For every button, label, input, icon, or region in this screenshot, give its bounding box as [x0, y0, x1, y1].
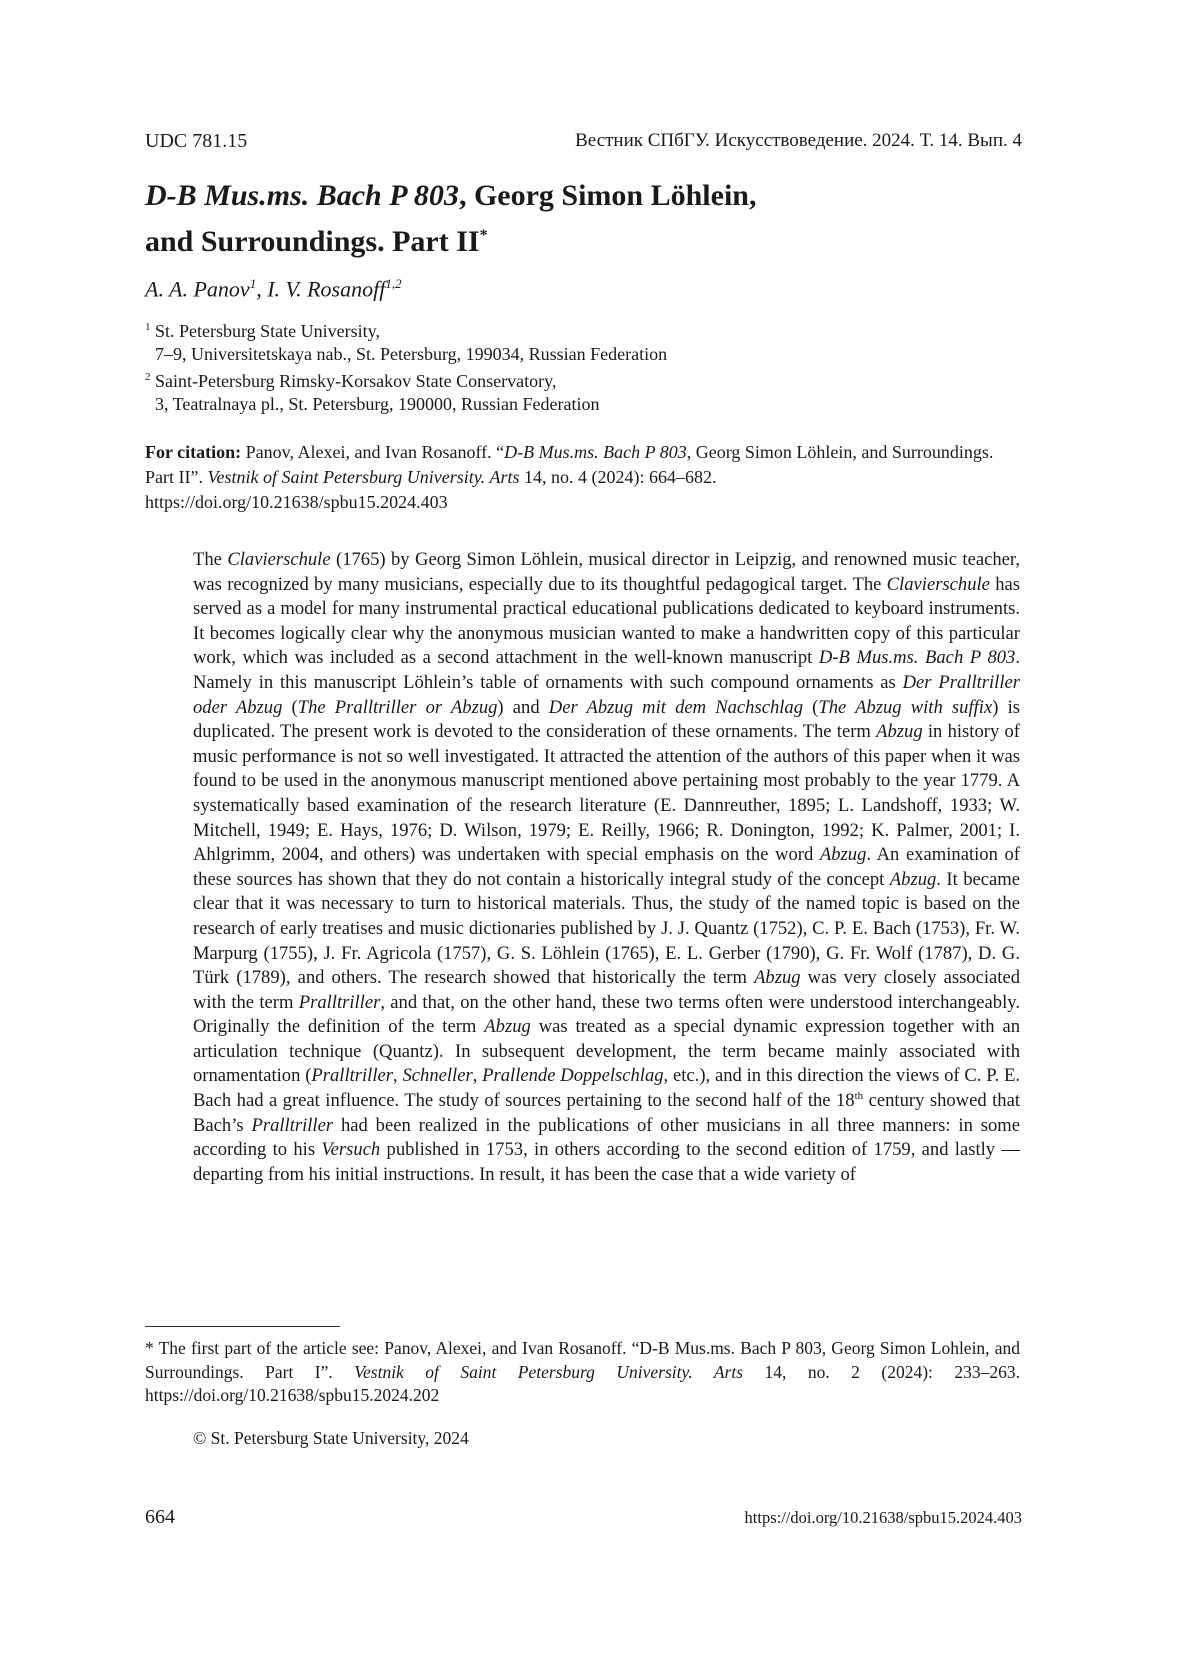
author-2: I. V. Rosanoff — [267, 276, 386, 302]
abstract-text: The — [193, 549, 228, 570]
footer-doi[interactable]: https://doi.org/10.21638/spbu15.2024.403 — [744, 1508, 1022, 1527]
abstract-text: was treated as a special dynamic expression together with an articulation technique (Quantz). In subsequent development, the term became mainly associated with ornamentation ( — [193, 1016, 1021, 1087]
abstract-text: , — [393, 1065, 403, 1087]
abstract-italic: Pralltriller — [251, 1114, 334, 1136]
abstract-italic: The Pralltriller or Abzug — [297, 696, 498, 718]
abstract-text: ( — [803, 696, 819, 718]
abstract-text: . An examination of these sources has shown that they do not contain a historically integral study of the concept — [193, 844, 1021, 890]
affiliation-num: 1 — [145, 321, 151, 333]
abstract-text: century showed that Bach’s — [193, 1090, 1020, 1136]
citation-text: 14, no. 4 (2024): 664–682. — [519, 467, 717, 487]
abstract — [193, 548, 1020, 1187]
footnote-divider — [145, 1326, 340, 1327]
affiliations — [145, 316, 667, 416]
abstract-text: was very closely associated with the term — [193, 967, 1021, 1013]
affiliation-1-address: 7–9, Universitetskaya nab., St. Petersburg, 199034, Russian Federation — [155, 344, 668, 364]
citation-text: , Georg Simon Löhlein, and Surroundings. Part II”. — [145, 442, 994, 487]
abstract-text: , — [472, 1065, 483, 1087]
journal-header: Вестник СПбГУ. Искусствоведение. 2024. Т. 14. Вып. 4 — [575, 130, 1022, 151]
footnote-text: The first part of the article see: Panov, Alexei, and Ivan Rosanoff. “D-B Mus.ms. Bach P 803, Georg Simon Lohlein, and Surroundings. Part I”. — [145, 1338, 1020, 1382]
abstract-italic: Der Pralltriller oder Abzug — [193, 671, 1020, 718]
author-separator: , — [256, 276, 268, 302]
affiliation-num: 2 — [145, 371, 151, 383]
article-title — [145, 176, 1045, 262]
affiliation-line1: Saint-Petersburg Rimsky-Korsakov State Conservatory, — [155, 371, 557, 391]
author-1-affil: 1 — [249, 276, 257, 291]
citation-journal: Vestnik of Saint Petersburg University. Arts — [207, 467, 520, 487]
title-line1-rest: , Georg Simon Löhlein, — [458, 179, 757, 212]
page-number: 664 — [145, 1506, 175, 1528]
footnote-journal: Vestnik of Saint Petersburg University. Arts — [354, 1361, 744, 1382]
abstract-text: . It became clear that it was necessary to turn to historical materials. Thus, the study of the named topic is based on the research of early treatises and music dictionaries published by J. J. Quantz (1752), C. P. E. Bach (1753), Fr. W. Marpurg (1755), J. Fr. Agricola (1757), G. S. Löhlein (1765), E. L. Gerber (1790), G. Fr. Wolf (1787), D. G. Türk (1789), and others. The research showed that historically the term — [193, 868, 1020, 989]
abstract-text: ) and — [497, 696, 549, 718]
abstract-text: , and that, on the other hand, these two terms often were understood interchangeably. Originally the definition of the term — [193, 991, 1020, 1038]
abstract-italic: Abzug — [889, 868, 937, 890]
udc-code: UDC 781.15 — [145, 130, 248, 152]
affiliation-2 — [145, 366, 667, 393]
abstract-italic: The Abzug with suffix — [818, 696, 993, 718]
abstract-text: . Namely in this manuscript Löhlein’s table of ornaments with such compound ornaments as — [193, 647, 1020, 693]
citation-label: For citation: — [145, 442, 242, 462]
abstract-text: , etc.), and in this direction the views of C. P. E. Bach had a great influence. The study of sources pertaining to the second half of the 18 — [193, 1065, 1020, 1112]
abstract-italic: Abzug — [754, 967, 801, 989]
authors — [145, 276, 402, 302]
footnote-text: 14, no. 2 (2024): 233–263. https://doi.org/10.21638/spbu15.2024.202 — [145, 1361, 1020, 1405]
abstract-italic: Clavierschule — [886, 573, 990, 595]
author-1: A. A. Panov — [145, 276, 250, 302]
citation-doi[interactable]: https://doi.org/10.21638/spbu15.2024.403 — [145, 492, 448, 512]
abstract-text: published in 1753, in others according to the second edition of 1759, and lastly — departing from his initial instructions. In result, it has been the case that a wide variety of — [193, 1139, 1020, 1185]
abstract-italic: Pralltriller — [298, 991, 381, 1013]
footnote-mark: * — [145, 1338, 154, 1358]
abstract-text: ( — [282, 696, 298, 718]
abstract-italic: Abzug — [819, 844, 867, 866]
abstract-text: (1765) by Georg Simon Löhlein, musical director in Leipzig, and renowned music teacher, was recognized by many musicians, especially due to its thoughtful pedagogical target. The — [193, 549, 1020, 595]
title-line2: and Surroundings. Part II — [145, 225, 480, 258]
citation-text: D-B Mus.ms. Bach P 803 — [504, 442, 687, 462]
affiliation-2-address: 3, Teatralnaya pl., St. Petersburg, 190000, Russian Federation — [155, 394, 600, 414]
abstract-italic: Prallende Doppelschlag — [482, 1065, 664, 1087]
affiliation-1 — [145, 316, 667, 343]
abstract-italic: Pralltriller — [311, 1065, 394, 1087]
abstract-text: ) is duplicated. The present work is devoted to the consideration of these ornaments. The term — [193, 696, 1020, 743]
abstract-superscript: th — [854, 1089, 864, 1102]
abstract-italic: Abzug — [484, 1016, 531, 1038]
abstract-text: has served as a model for many instrumental practical educational publications dedicated to keyboard instruments. It becomes logically clear why the anonymous musician wanted to make a handwritten copy of this particular work, which was included as a second attachment in the well-known manuscript — [193, 573, 1020, 669]
title-italic: D-B Mus.ms. Bach P 803 — [145, 179, 459, 212]
abstract-italic: Clavierschule — [227, 549, 331, 570]
abstract-text: had been realized in the publications of other musicians in all three manners: in some according to his — [193, 1114, 1020, 1161]
abstract-italic: Abzug — [876, 721, 923, 743]
author-2-affil: 1,2 — [385, 276, 402, 291]
footnote — [145, 1337, 1020, 1408]
copyright: © St. Petersburg State University, 2024 — [193, 1428, 469, 1448]
abstract-italic: Versuch — [321, 1139, 381, 1161]
abstract-italic: Schneller — [402, 1065, 473, 1087]
citation-block — [145, 440, 1020, 515]
abstract-italic: D-B Mus.ms. Bach P 803 — [818, 647, 1016, 669]
affiliation-line1: St. Petersburg State University, — [155, 321, 380, 341]
abstract-text: in history of music performance is not so well investigated. It attracted the attention of the authors of this paper when it was found to be used in the anonymous manuscript mentioned above pertaining most probably to the year 1779. A systematically based examination of the research literature (E. Dannreuther, 1895; L. Landshoff, 1933; W. Mitchell, 1949; E. Hays, 1976; D. Wilson, 1979; E. Reilly, 1966; R. Donington, 1992; K. Palmer, 2001; I. Ahlgrimm, 2004, and others) was undertaken with special emphasis on the word — [193, 721, 1020, 866]
title-footnote-mark: * — [479, 227, 488, 244]
abstract-italic: Der Abzug mit dem Nachschlag — [548, 696, 804, 718]
citation-text: Panov, Alexei, and Ivan Rosanoff. “ — [241, 442, 505, 462]
